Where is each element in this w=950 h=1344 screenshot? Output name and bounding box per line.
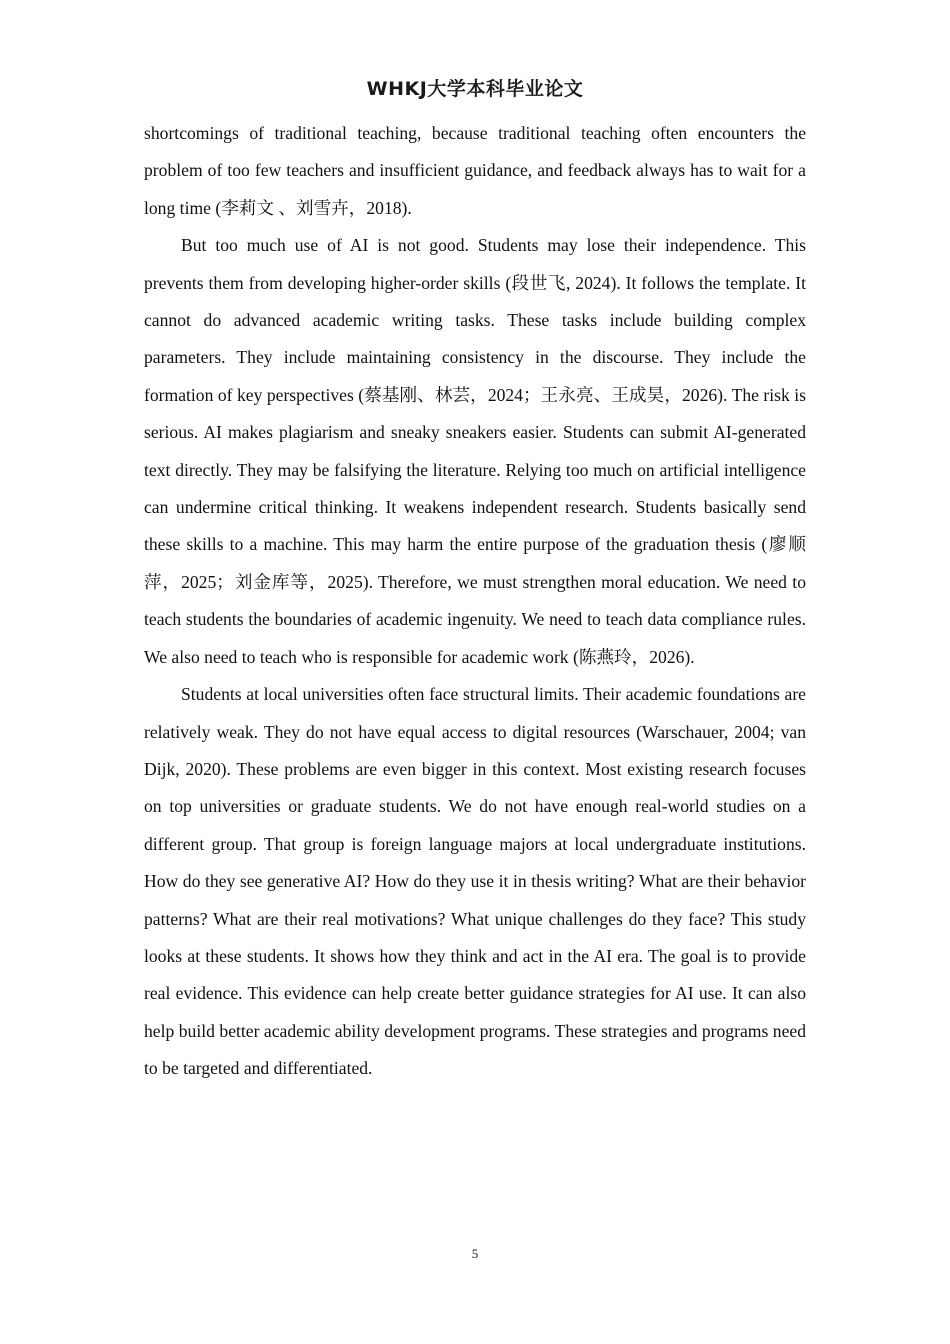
body-text [144, 115, 806, 1088]
paragraph: Students at local universities often face structural limits. Their academic foundations are relatively weak. They do not have equal access to digital resources (Warschauer, 2004; van Dijk, 2020). These problems are even bigger in this context. Most existing research focuses on top universities or graduate students. We do not have enough real-world studies on a different group. That group is foreign language majors at local undergraduate institutions. How do they see generative AI? How do they use it in thesis writing? What are their behavior patterns? What are their real motivations? What unique challenges do they face? This study looks at these students. It shows how they think and act in the AI era. The goal is to provide real evidence. This evidence can help create better guidance strategies for AI use. It can also help build better academic ability development programs. These strategies and programs need to be targeted and differentiated. [144, 684, 806, 1079]
paragraph: But too much use of AI is not good. Students may lose their independence. This prevents them from developing higher-order skills (段世飞, 2024). It follows the template. It cannot do advanced academic writing tasks. These tasks include building complex parameters. They include maintaining consistency in the discourse. They include the formation of key perspectives (蔡基刚、林芸，2024；王永亮、王成昊，2026). The risk is serious. AI makes plagiarism and sneaky sneakers easier. Students can submit AI-generated text directly. They may be falsifying the literature. Relying too much on artificial intelligence can undermine critical thinking. It weakens independent research. Students basically send these skills to a machine. This may harm the entire purpose of the graduation thesis (廖顺萍，2025；刘金库等，2025). Therefore, we must strengthen moral education. We need to teach students the boundaries of academic ingenuity. We need to teach data compliance rules. We also need to teach who is responsible for academic work (陈燕玲，2026). [144, 235, 806, 667]
page-number: 5 [471, 1246, 479, 1261]
paragraph-continued: shortcomings of traditional teaching, because traditional teaching often encounters the problem of too few teachers and insufficient guidance, and feedback always has to wait for a long time (李莉文 、刘雪卉，2018). [144, 123, 806, 218]
running-header: WHKJ大学本科毕业论文 [366, 78, 584, 100]
